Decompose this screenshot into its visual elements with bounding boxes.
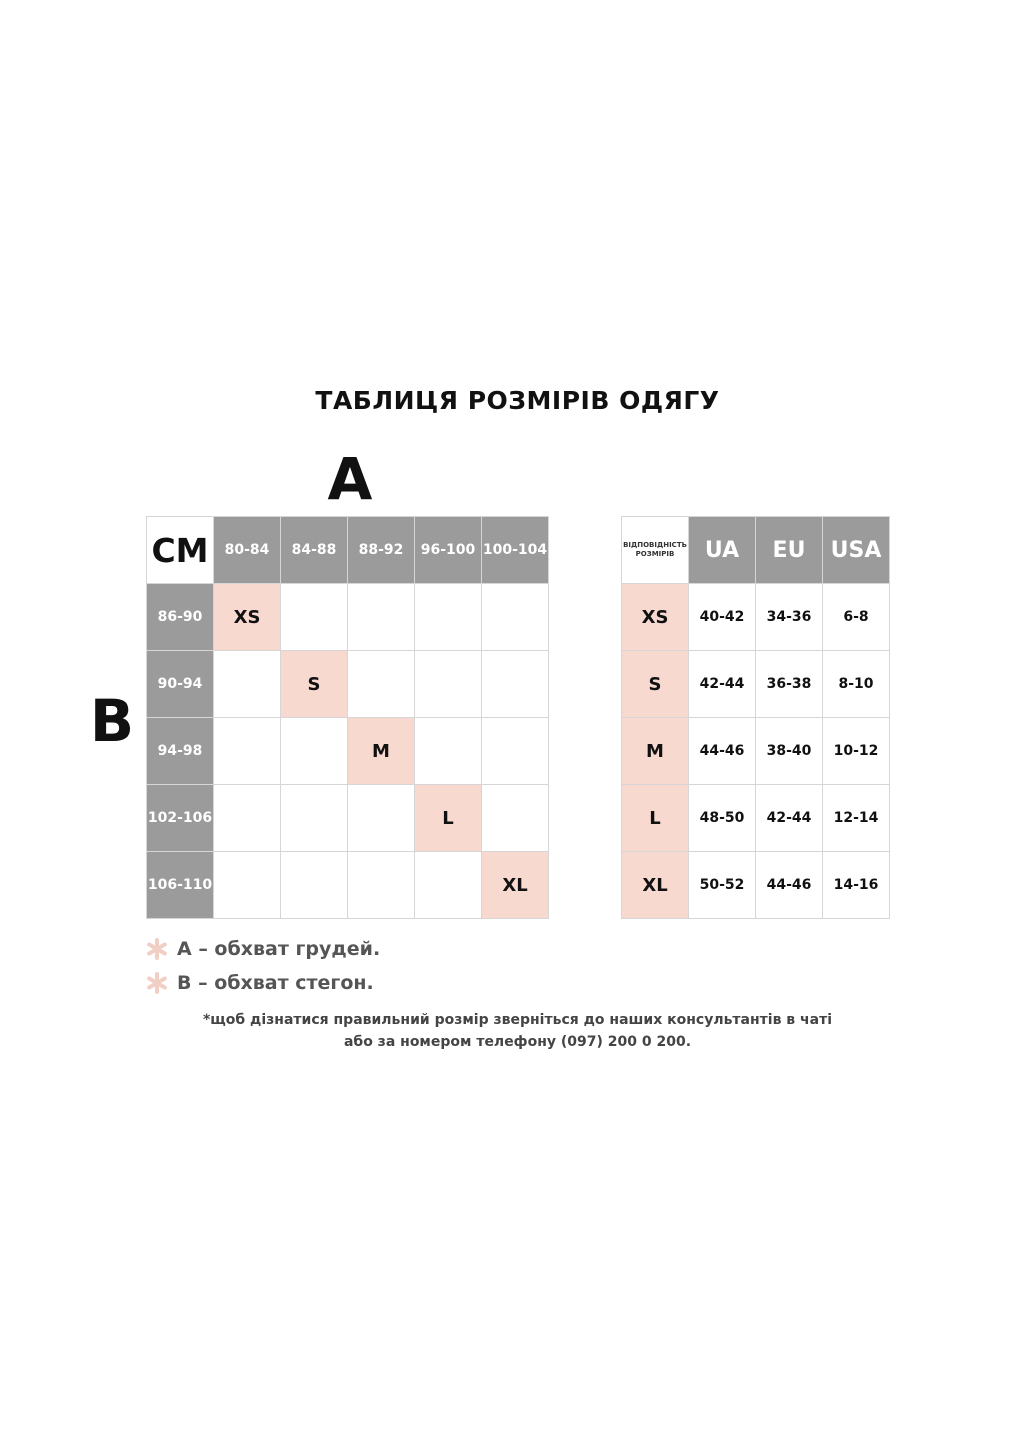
region-header-ua: UA	[689, 517, 756, 584]
empty-cell	[348, 651, 415, 718]
eu-size: 42-44	[756, 785, 823, 852]
size-matrix-table	[146, 516, 549, 919]
conversion-header-row	[622, 517, 890, 584]
usa-size: 14-16	[823, 852, 890, 919]
table-row	[622, 584, 890, 651]
empty-cell	[281, 785, 348, 852]
empty-cell	[415, 852, 482, 919]
region-header-eu: EU	[756, 517, 823, 584]
empty-cell	[214, 718, 281, 785]
axis-b-label: B	[89, 687, 135, 755]
empty-cell	[348, 584, 415, 651]
size-cell: M	[348, 718, 415, 785]
bust-range-header: 84-88	[281, 517, 348, 584]
table-row	[622, 852, 890, 919]
empty-cell	[482, 718, 549, 785]
table-row	[147, 718, 549, 785]
empty-cell	[214, 785, 281, 852]
table-row	[147, 852, 549, 919]
empty-cell	[281, 852, 348, 919]
empty-cell	[415, 651, 482, 718]
eu-size: 36-38	[756, 651, 823, 718]
empty-cell	[415, 718, 482, 785]
footnote-line-1: *щоб дізнатися правильний розмір зверніться до наших консультантів в чаті	[202, 1012, 833, 1028]
ua-size: 40-42	[689, 584, 756, 651]
ua-size: 44-46	[689, 718, 756, 785]
legend-note-text: В – обхват стегон.	[177, 972, 374, 994]
bust-range-header: 100-104	[482, 517, 549, 584]
axis-a-label: A	[327, 445, 373, 513]
asterisk-icon	[146, 938, 168, 960]
size-cell: XL	[482, 852, 549, 919]
unit-label: СМ	[147, 517, 214, 584]
size-cell: S	[281, 651, 348, 718]
empty-cell	[281, 718, 348, 785]
eu-size: 44-46	[756, 852, 823, 919]
legend-note-text: А – обхват грудей.	[177, 938, 381, 960]
legend-note-bust	[146, 938, 380, 960]
empty-cell	[214, 651, 281, 718]
empty-cell	[214, 852, 281, 919]
bust-range-header: 96-100	[415, 517, 482, 584]
table-row	[622, 651, 890, 718]
region-header-usa: USA	[823, 517, 890, 584]
empty-cell	[482, 785, 549, 852]
usa-size: 8-10	[823, 651, 890, 718]
asterisk-icon	[146, 972, 168, 994]
eu-size: 38-40	[756, 718, 823, 785]
footnote-line-2: або за номером телефону (097) 200 0 200.	[343, 1034, 692, 1050]
hip-range-header: 90-94	[147, 651, 214, 718]
ua-size: 48-50	[689, 785, 756, 852]
size-label: XS	[622, 584, 689, 651]
size-cell: L	[415, 785, 482, 852]
table-row	[622, 785, 890, 852]
hip-range-header: 106-110	[147, 852, 214, 919]
size-cell: XS	[214, 584, 281, 651]
size-label: XL	[622, 852, 689, 919]
table-row	[147, 584, 549, 651]
table-row	[147, 785, 549, 852]
usa-size: 10-12	[823, 718, 890, 785]
size-conversion-table	[621, 516, 890, 919]
bust-range-header: 80-84	[214, 517, 281, 584]
empty-cell	[482, 651, 549, 718]
conversion-corner-label: ВІДПОВІДНІСТЬ РОЗМІРІВ	[622, 517, 689, 584]
ua-size: 42-44	[689, 651, 756, 718]
empty-cell	[415, 584, 482, 651]
size-label: L	[622, 785, 689, 852]
ua-size: 50-52	[689, 852, 756, 919]
size-label: S	[622, 651, 689, 718]
empty-cell	[281, 584, 348, 651]
eu-size: 34-36	[756, 584, 823, 651]
hip-range-header: 94-98	[147, 718, 214, 785]
page-title: ТАБЛИЦЯ РОЗМІРІВ ОДЯГУ	[315, 386, 720, 415]
size-matrix-header-row	[147, 517, 549, 584]
legend-note-hips	[146, 972, 374, 994]
hip-range-header: 86-90	[147, 584, 214, 651]
empty-cell	[348, 785, 415, 852]
usa-size: 12-14	[823, 785, 890, 852]
empty-cell	[482, 584, 549, 651]
table-row	[147, 651, 549, 718]
empty-cell	[348, 852, 415, 919]
table-row	[622, 718, 890, 785]
size-label: M	[622, 718, 689, 785]
hip-range-header: 102-106	[147, 785, 214, 852]
usa-size: 6-8	[823, 584, 890, 651]
bust-range-header: 88-92	[348, 517, 415, 584]
